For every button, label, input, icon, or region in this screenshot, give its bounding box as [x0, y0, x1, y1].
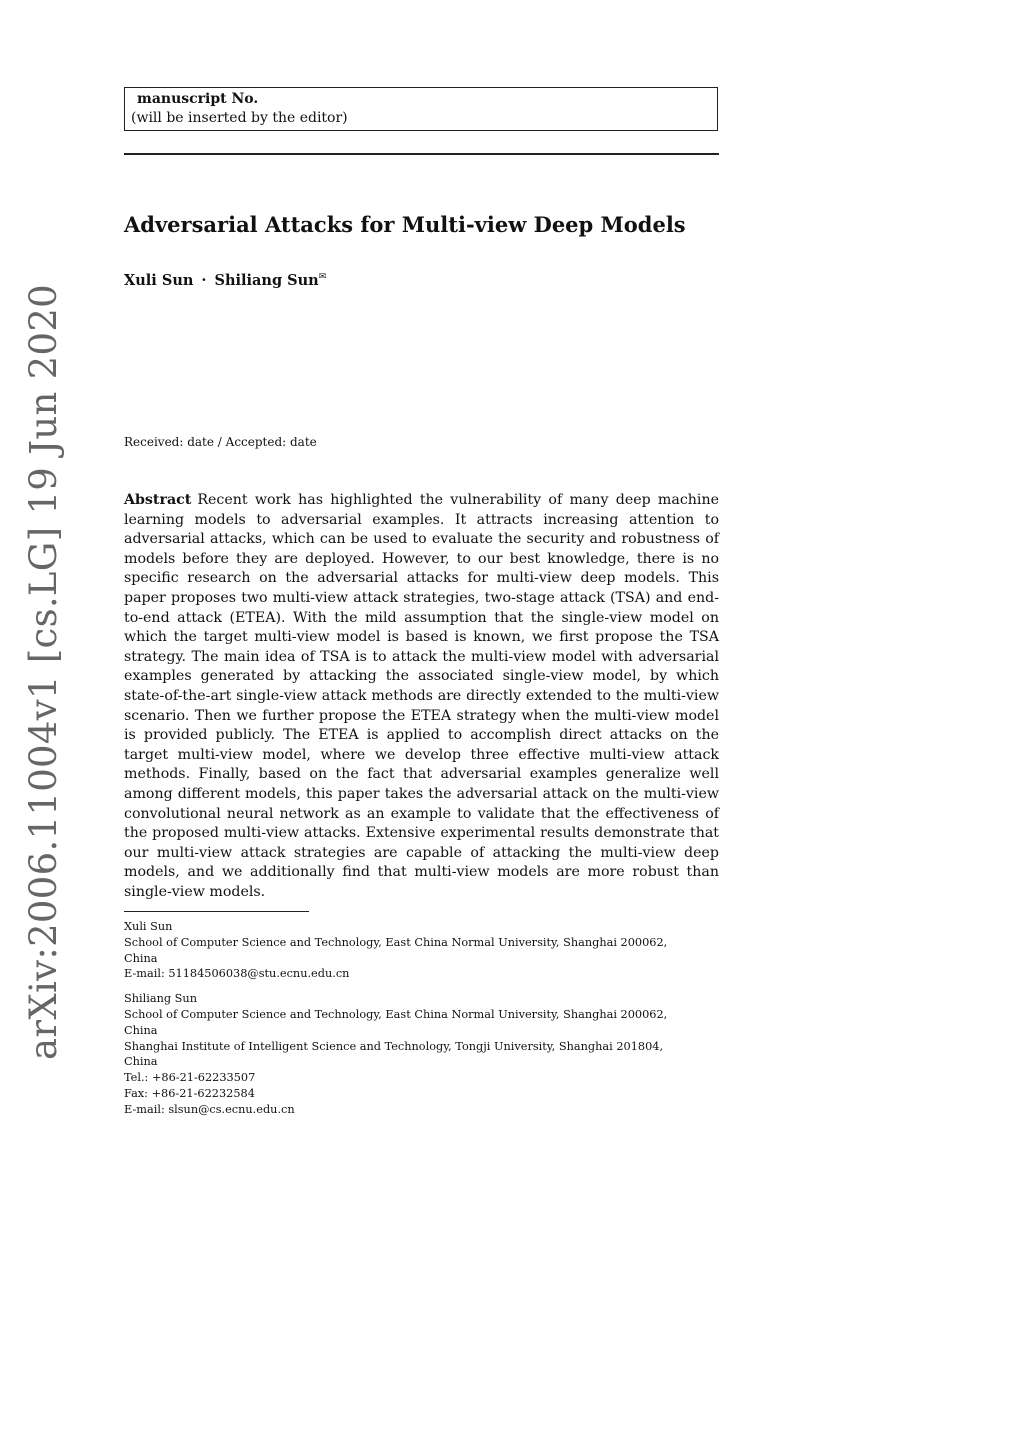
footnote-author-2 [124, 991, 719, 1117]
footnote-rule [124, 911, 309, 912]
footnote-author-2-affiliation-1: School of Computer Science and Technology, East China Normal University, Shanghai 200062, [124, 1007, 668, 1021]
author-footnotes [124, 919, 719, 1127]
footnote-author-2-country-1: China [124, 1023, 158, 1037]
footnote-author-1-affiliation: School of Computer Science and Technology, East China Normal University, Shanghai 200062, [124, 935, 668, 949]
arxiv-side-stamp: arXiv:2006.11004v1 [cs.LG] 19 Jun 2020 [22, 283, 65, 1060]
abstract-text: Recent work has highlighted the vulnerability of many deep machine learning models to adversarial examples. It attracts increasing attention to adversarial attacks, which can be used to evaluate the security and robustness of models before they are deployed. However, to our best knowledge, there is no specific research on the adversarial attacks for multi-view deep models. This paper proposes two multi-view attack strategies, two-stage attack (TSA) and end-to-end attack (ETEA). With the mild assumption that the single-view model on which the target multi-view model is based is known, we first propose the TSA strategy. The main idea of TSA is to attack the multi-view model with adversarial examples generated by attacking the associated single-view model, by which state-of-the-art single-view attack methods are directly extended to the multi-view scenario. Then we further propose the ETEA strategy when the multi-view model is provided publicly. The ETEA is applied to accomplish direct attacks on the target multi-view model, where we develop three effective multi-view attack methods. Finally, based on the fact that adversarial examples generalize well among different models, this paper takes the adversarial attack on the multi-view convolutional neural network as an example to validate that the effectiveness of the proposed multi-view attacks. Extensive experimental results demonstrate that our multi-view attack strategies are capable of attacking the multi-view deep models, and we additionally find that multi-view models are more robust than single-view models. [124, 492, 719, 900]
author-second: Shiliang Sun [214, 272, 319, 289]
footnote-author-1-country: China [124, 951, 158, 965]
manuscript-box [124, 87, 718, 131]
footnote-author-2-name: Shiliang Sun [124, 992, 197, 1006]
abstract-heading: Abstract [124, 492, 192, 508]
footnote-author-1-email: E-mail: 51184506038@stu.ecnu.edu.cn [124, 967, 350, 981]
footnote-author-2-fax: Fax: +86-21-62232584 [124, 1086, 255, 1100]
footnote-author-2-affiliation-2: Shanghai Institute of Intelligent Science and Technology, Tongji University, Shanghai 201804, [124, 1039, 664, 1053]
footnote-author-1 [124, 919, 719, 982]
abstract [124, 491, 719, 902]
paper-title: Adversarial Attacks for Multi-view Deep Models [124, 212, 686, 237]
editor-note: (will be inserted by the editor) [131, 110, 348, 126]
author-first: Xuli Sun [124, 272, 194, 289]
received-accepted-dates: Received: date / Accepted: date [124, 435, 317, 449]
footnote-author-2-email: E-mail: slsun@cs.ecnu.edu.cn [124, 1102, 295, 1116]
footnote-author-2-country-2: China [124, 1055, 158, 1069]
author-separator: · [201, 272, 207, 289]
footnote-author-2-tel: Tel.: +86-21-62233507 [124, 1071, 256, 1085]
envelope-icon: ✉ [318, 272, 327, 283]
manuscript-label: manuscript No. [137, 91, 259, 107]
author-list [124, 272, 326, 289]
header-rule [124, 153, 719, 155]
footnote-author-1-name: Xuli Sun [124, 920, 173, 933]
